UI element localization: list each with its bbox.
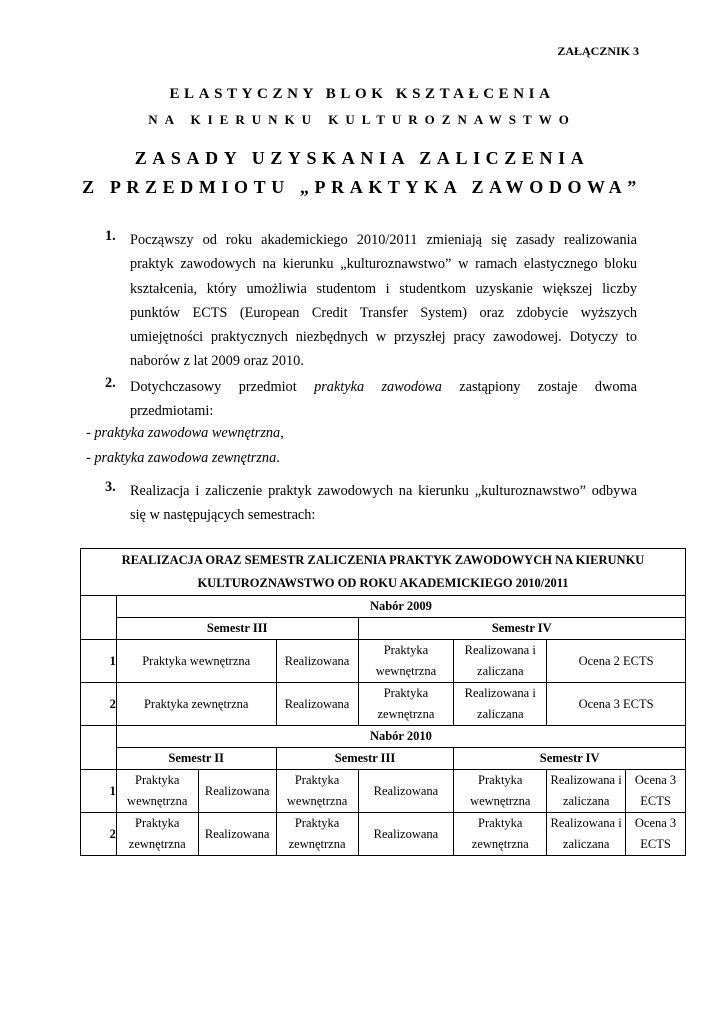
point-2-text	[130, 375, 637, 424]
dash-item-1	[86, 425, 284, 442]
practice-status: Realizowana	[198, 813, 276, 856]
practice-name: Praktyka zewnętrzna	[116, 813, 198, 856]
practice-grade: Ocena 3 ECTS	[626, 813, 686, 856]
practice-name: Praktyka zewnętrzna	[116, 683, 276, 726]
table-title: REALIZACJA ORAZ SEMESTR ZALICZENIA PRAKTYK ZAWODOWYCH NA KIERUNKU KULTUROZNAWSTWO OD ROKU AKADEMICKIEGO 2010/2011	[81, 549, 686, 596]
practice-name-2: Praktyka zewnętrzna	[358, 683, 454, 726]
practice-status-3: Realizowana i zaliczana	[547, 770, 626, 813]
doc-heading-line2: Z PRZEDMIOTU „PRAKTYKA ZAWODOWA”	[82, 177, 642, 197]
n2009-sem-b: Semestr IV	[358, 618, 685, 640]
row-number: 2	[81, 683, 117, 726]
dash-item-2-end: .	[276, 450, 280, 466]
practice-status: Realizowana	[276, 640, 358, 683]
practice-status-3: Realizowana i zaliczana	[547, 813, 626, 856]
practice-grade: Ocena 2 ECTS	[547, 640, 686, 683]
practice-name-2: Praktyka wewnętrzna	[276, 770, 358, 813]
n2010-sem-c: Semestr IV	[454, 748, 686, 770]
point-3-text: Realizacja i zaliczenie praktyk zawodowych na kierunku „kulturoznawstwo” odbywa się w następujących semestrach:	[130, 483, 637, 524]
table-row	[81, 813, 686, 856]
row-number: 2	[81, 813, 117, 856]
doc-heading-line1: ZASADY UZYSKANIA ZALICZENIA	[134, 148, 590, 168]
n2009-label: Nabór 2009	[116, 596, 685, 618]
point-1-number: 1.	[105, 228, 116, 244]
dash-item-1-end: ,	[280, 425, 284, 441]
practice-grade: Ocena 3 ECTS	[547, 683, 686, 726]
practice-status-2: Realizowana i zaliczana	[454, 683, 547, 726]
point-3-number: 3.	[105, 479, 116, 495]
table-row	[81, 640, 686, 683]
practice-name-3: Praktyka wewnętrzna	[454, 770, 547, 813]
table-row	[81, 770, 686, 813]
table-empty-cell	[81, 596, 117, 640]
dash-item-1-text: - praktyka zawodowa wewnętrzna	[86, 425, 281, 441]
practice-grade: Ocena 3 ECTS	[626, 770, 686, 813]
practice-status-2: Realizowana	[358, 813, 454, 856]
practice-name: Praktyka wewnętrzna	[116, 770, 198, 813]
point-2-pre: Dotychczasowy przedmiot	[130, 379, 315, 395]
table-empty-cell	[81, 726, 117, 770]
n2010-sem-b: Semestr III	[276, 748, 454, 770]
practice-status: Realizowana	[276, 683, 358, 726]
n2010-sem-a: Semestr II	[116, 748, 276, 770]
point-2-post: zastąpiony zostaje dwoma przedmiotami:	[130, 379, 637, 420]
point-2-number: 2.	[105, 375, 116, 391]
point-2-italic: praktyka zawodowa	[314, 379, 442, 395]
n2010-label: Nabór 2010	[116, 726, 685, 748]
table-row	[81, 683, 686, 726]
practice-status-2: Realizowana	[358, 770, 454, 813]
point-1-text: Począwszy od roku akademickiego 2010/2011 zmieniają się zasady realizowania praktyk zawodowych na kierunku „kulturoznawstwo” w ramach elastycznego bloku kształcenia, który umożliwia studentom i studentkom uzyskanie większej liczby punktów ECTS (European Credit Transfer System) oraz zdobycie wyższych umiejętności praktycznych niezbędnych w przyszłej pracy zawodowej. Dotyczy to naborów z lat 2009 oraz 2010.	[130, 232, 637, 370]
doc-title-line2: NA KIERUNKU KULTUROZNAWSTWO	[148, 112, 576, 127]
practice-name-2: Praktyka zewnętrzna	[276, 813, 358, 856]
attachment-label: ZAŁĄCZNIK 3	[557, 44, 639, 58]
row-number: 1	[81, 770, 117, 813]
practice-status-2: Realizowana i zaliczana	[454, 640, 547, 683]
practice-name: Praktyka wewnętrzna	[116, 640, 276, 683]
doc-title-line1: ELASTYCZNY BLOK KSZTAŁCENIA	[169, 86, 555, 102]
practice-table	[80, 548, 686, 856]
row-number: 1	[81, 640, 117, 683]
dash-item-2-text: - praktyka zawodowa zewnętrzna	[86, 450, 277, 466]
practice-name-2: Praktyka wewnętrzna	[358, 640, 454, 683]
dash-item-2	[86, 450, 280, 467]
practice-status: Realizowana	[198, 770, 276, 813]
n2009-sem-a: Semestr III	[116, 618, 358, 640]
practice-name-3: Praktyka zewnętrzna	[454, 813, 547, 856]
